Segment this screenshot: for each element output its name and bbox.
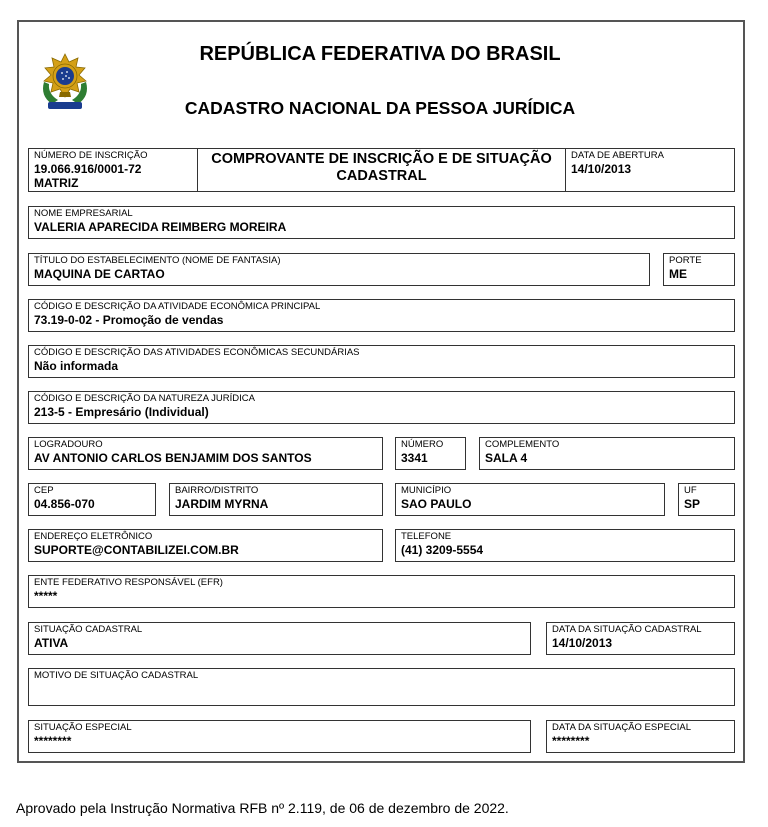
special-status-date-value: ********: [552, 734, 590, 748]
status-date-value: 14/10/2013: [552, 636, 613, 650]
field-label: BAIRRO/DISTRITO: [175, 485, 259, 496]
field-label: DATA DA SITUAÇÃO ESPECIAL: [552, 722, 692, 733]
special-status-value: ********: [34, 734, 72, 748]
street-value: AV ANTONIO CARLOS BENJAMIM DOS SANTOS: [34, 451, 312, 465]
complement-field: [479, 437, 735, 470]
main-activity-value: 73.19-0-02 - Promoção de vendas: [34, 313, 224, 327]
field-label: PORTE: [669, 255, 702, 266]
document-title-box: [197, 148, 566, 192]
field-label: ENTE FEDERATIVO RESPONSÁVEL (EFR): [34, 577, 223, 588]
complement-value: SALA 4: [485, 451, 528, 465]
company-size-value: ME: [669, 267, 687, 281]
page-subtitle: CADASTRO NACIONAL DA PESSOA JURÍDICA: [184, 98, 576, 118]
special-status-date-field: [546, 720, 735, 753]
field-label: MOTIVO DE SITUAÇÃO CADASTRAL: [34, 670, 199, 681]
business-name-field: [28, 206, 735, 239]
inscription-number-value: 19.066.916/0001-72: [34, 162, 142, 176]
company-size-field: [663, 253, 735, 286]
street-number-field: [395, 437, 466, 470]
registration-status-value: ATIVA: [34, 636, 69, 650]
field-label: CEP: [34, 485, 54, 496]
field-label: COMPLEMENTO: [485, 439, 560, 450]
field-label: NOME EMPRESARIAL: [34, 208, 133, 219]
city-field: [395, 483, 665, 516]
street-field: [28, 437, 383, 470]
opening-date-value: 14/10/2013: [571, 162, 632, 176]
business-name-value: VALERIA APARECIDA REIMBERG MOREIRA: [34, 220, 287, 234]
document-title-line2: CADASTRAL: [336, 168, 427, 184]
trade-name-field: [28, 253, 650, 286]
inscription-number-field: [28, 148, 198, 192]
phone-field: [395, 529, 735, 562]
efr-field: [28, 575, 735, 608]
field-label: NÚMERO: [401, 439, 444, 450]
special-status-field: [28, 720, 531, 753]
field-label: CÓDIGO E DESCRIÇÃO DA NATUREZA JURÍDICA: [34, 393, 255, 404]
secondary-activities-value: Não informada: [34, 359, 119, 373]
main-activity-field: [28, 299, 735, 332]
zip-code-value: 04.856-070: [34, 497, 95, 511]
opening-date-field: [565, 148, 735, 192]
document-title-line1: COMPROVANTE DE INSCRIÇÃO E DE SITUAÇÃO: [211, 151, 552, 167]
field-label: LOGRADOURO: [34, 439, 103, 450]
trade-name-value: MAQUINA DE CARTAO: [34, 267, 165, 281]
field-label: CÓDIGO E DESCRIÇÃO DAS ATIVIDADES ECONÔMICAS SECUNDÁRIAS: [34, 347, 360, 358]
state-value: SP: [684, 497, 701, 511]
field-label: UF: [684, 485, 697, 496]
field-label: ENDEREÇO ELETRÔNICO: [34, 531, 153, 542]
registration-status-field: [28, 622, 531, 655]
email-value: SUPORTE@CONTABILIZEI.COM.BR: [34, 543, 239, 557]
efr-value: *****: [34, 589, 58, 603]
brazil-coat-of-arms-icon: [38, 52, 92, 114]
status-date-field: [546, 622, 735, 655]
state-field: [678, 483, 735, 516]
field-label: TÍTULO DO ESTABELECIMENTO (NOME DE FANTASIA): [34, 255, 281, 266]
status-reason-field: [28, 668, 735, 706]
field-label: CÓDIGO E DESCRIÇÃO DA ATIVIDADE ECONÔMICA PRINCIPAL: [34, 301, 321, 312]
secondary-activities-field: [28, 345, 735, 378]
document-title: [198, 151, 565, 185]
field-label: SITUAÇÃO CADASTRAL: [34, 624, 143, 635]
legal-nature-field: [28, 391, 735, 424]
legal-nature-value: 213-5 - Empresário (Individual): [34, 405, 209, 419]
field-label: TELEFONE: [401, 531, 452, 542]
zip-code-field: [28, 483, 156, 516]
field-label: DATA DE ABERTURA: [571, 150, 664, 161]
field-label: DATA DA SITUAÇÃO CADASTRAL: [552, 624, 702, 635]
inscription-type-value: MATRIZ: [34, 176, 79, 190]
city-value: SAO PAULO: [401, 497, 472, 511]
field-label: SITUAÇÃO ESPECIAL: [34, 722, 132, 733]
page-title: REPÚBLICA FEDERATIVA DO BRASIL: [199, 43, 561, 65]
district-value: JARDIM MYRNA: [175, 497, 269, 511]
phone-value: (41) 3209-5554: [401, 543, 484, 557]
district-field: [169, 483, 383, 516]
email-field: [28, 529, 383, 562]
field-label: MUNICÍPIO: [401, 485, 452, 496]
footer-note: Aprovado pela Instrução Normativa RFB nº 2.119, de 06 de dezembro de 2022.: [16, 800, 509, 816]
field-label: NÚMERO DE INSCRIÇÃO: [34, 150, 148, 161]
street-number-value: 3341: [401, 451, 428, 465]
